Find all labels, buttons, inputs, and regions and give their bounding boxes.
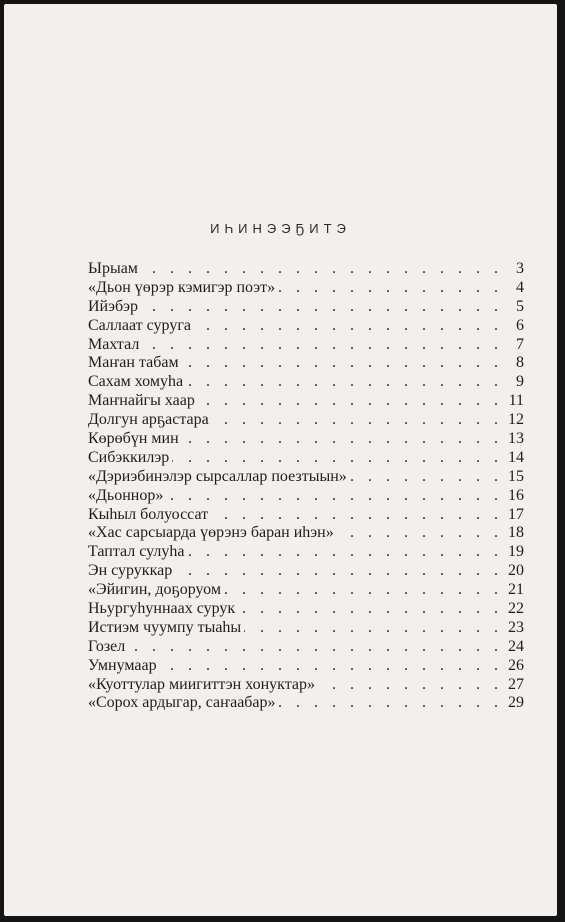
- toc-entry-title: Умнумаар: [88, 656, 157, 674]
- toc-entry: [88, 468, 524, 487]
- toc-entry: [88, 260, 524, 279]
- book-page: [4, 4, 557, 916]
- toc-entry: [88, 506, 524, 525]
- toc-entry-page-number: 4: [516, 278, 524, 296]
- toc-entry: [88, 543, 524, 562]
- toc-entry-page-number: 5: [516, 297, 524, 315]
- toc-entry-page-number: 7: [516, 335, 524, 353]
- toc-dot-leader: [318, 676, 503, 695]
- toc-dot-leader: [141, 260, 503, 279]
- toc-entry: [88, 581, 524, 600]
- toc-entry-title: Гозел: [88, 637, 126, 655]
- toc-dot-leader: [194, 317, 503, 336]
- toc-entry-page-number: 13: [508, 430, 524, 448]
- toc-entry: [88, 638, 524, 657]
- toc-dot-leader: [142, 336, 503, 355]
- toc-dot-leader: [198, 392, 503, 411]
- toc-dot-leader: [224, 581, 503, 600]
- toc-dot-leader: [172, 449, 503, 468]
- toc-entry-page-number: 9: [516, 373, 524, 391]
- toc-entry: [88, 392, 524, 411]
- toc-entry-page-number: 22: [508, 600, 524, 618]
- toc-entry-title: «Дьоннор»: [88, 486, 164, 504]
- toc-entry-title: «Куоттулар миигиттэн хонуктар»: [88, 675, 316, 693]
- toc-entry-page-number: 23: [508, 618, 524, 636]
- toc-entry-title: Көрөбүн мин: [88, 430, 179, 448]
- toc-dot-leader: [212, 411, 503, 430]
- toc-entry-title: Махтал: [88, 335, 140, 353]
- toc-entry-title: Маҥнайгы хаар: [88, 392, 195, 410]
- toc-dot-leader: [238, 600, 503, 619]
- toc-entry-title: Саллаат суруга: [88, 316, 192, 334]
- toc-entry-page-number: 26: [508, 656, 524, 674]
- toc-entry-page-number: 11: [508, 392, 524, 410]
- toc-dot-leader: [278, 279, 503, 298]
- toc-entry-title: Эн суруккар: [88, 562, 173, 580]
- toc-entry-title: Ырыам: [88, 260, 138, 277]
- toc-entry-page-number: 16: [508, 486, 524, 504]
- toc-entry: [88, 600, 524, 619]
- toc-dot-leader: [337, 524, 503, 543]
- toc-entry-title: Ньургуһуннаах сурук: [88, 600, 236, 618]
- toc-entry-page-number: 24: [508, 637, 524, 655]
- toc-entry-page-number: 20: [508, 562, 524, 580]
- toc-entry: [88, 317, 524, 336]
- toc-entry-page-number: 6: [516, 316, 524, 334]
- toc-entry: [88, 487, 524, 506]
- toc-entry: [88, 449, 524, 468]
- toc-entry: [88, 411, 524, 430]
- toc-entry: [88, 336, 524, 355]
- toc-entry-title: «Эйигин, доҕоруом: [88, 581, 221, 599]
- toc-dot-leader: [211, 506, 503, 525]
- toc-entry: [88, 619, 524, 638]
- toc-entry-page-number: 27: [508, 675, 524, 693]
- toc-entry-page-number: 29: [508, 694, 524, 712]
- toc-dot-leader: [186, 373, 503, 392]
- toc-dot-leader: [160, 657, 503, 676]
- toc-entry-title: Таптал сулуһа: [88, 543, 185, 561]
- toc-entry-title: Сибэккилэр: [88, 448, 170, 466]
- toc-entry-title: «Дьон үөрэр кэмигэр поэт»: [88, 278, 276, 296]
- toc-dot-leader: [182, 354, 503, 373]
- toc-entry-title: Кыһыл болуоссат: [88, 505, 209, 523]
- toc-entry-title: Долгун арҕастара: [88, 411, 209, 429]
- toc-entry-page-number: 15: [508, 467, 524, 485]
- toc-entry: [88, 524, 524, 543]
- toc-entry-page-number: 19: [508, 543, 524, 561]
- toc-dot-leader: [128, 638, 503, 657]
- toc-entry-title: «Дэриэбинэлэр сырсаллар поезтыын»: [88, 467, 347, 485]
- toc-entry-page-number: 3: [516, 260, 524, 277]
- toc-entry-title: «Хас сарсыарда үөрэнэ баран иһэн»: [88, 524, 334, 542]
- toc-entry-title: Сахам хомуһа: [88, 373, 184, 391]
- toc-dot-leader: [350, 468, 503, 487]
- toc-dot-leader: [182, 430, 503, 449]
- toc-entry: [88, 694, 524, 713]
- toc-entry-page-number: 21: [508, 581, 524, 599]
- toc-entry-title: Ийэбэр: [88, 297, 138, 315]
- toc-entry-page-number: 14: [508, 448, 524, 466]
- toc-dot-leader: [279, 694, 503, 713]
- table-of-contents: [88, 260, 524, 713]
- toc-entry-page-number: 18: [508, 524, 524, 542]
- toc-entry: [88, 657, 524, 676]
- toc-entry: [88, 373, 524, 392]
- toc-dot-leader: [175, 562, 503, 581]
- contents-heading: ИҺИНЭЭҔИТЭ: [210, 221, 351, 236]
- toc-dot-leader: [141, 298, 503, 317]
- toc-entry-page-number: 12: [508, 411, 524, 429]
- toc-entry: [88, 354, 524, 373]
- toc-entry: [88, 298, 524, 317]
- toc-entry: [88, 279, 524, 298]
- toc-entry-title: Истиэм чуумпу тыаһы: [88, 618, 242, 636]
- toc-entry-page-number: 8: [516, 354, 524, 372]
- toc-dot-leader: [188, 543, 503, 562]
- toc-dot-leader: [166, 487, 503, 506]
- toc-entry: [88, 676, 524, 695]
- toc-entry: [88, 430, 524, 449]
- toc-dot-leader: [244, 619, 503, 638]
- toc-entry-title: Маҥан табам: [88, 354, 179, 372]
- toc-entry: [88, 562, 524, 581]
- toc-entry-page-number: 17: [508, 505, 524, 523]
- toc-entry-title: «Сорох ардыгар, саҥаабар»: [88, 694, 276, 712]
